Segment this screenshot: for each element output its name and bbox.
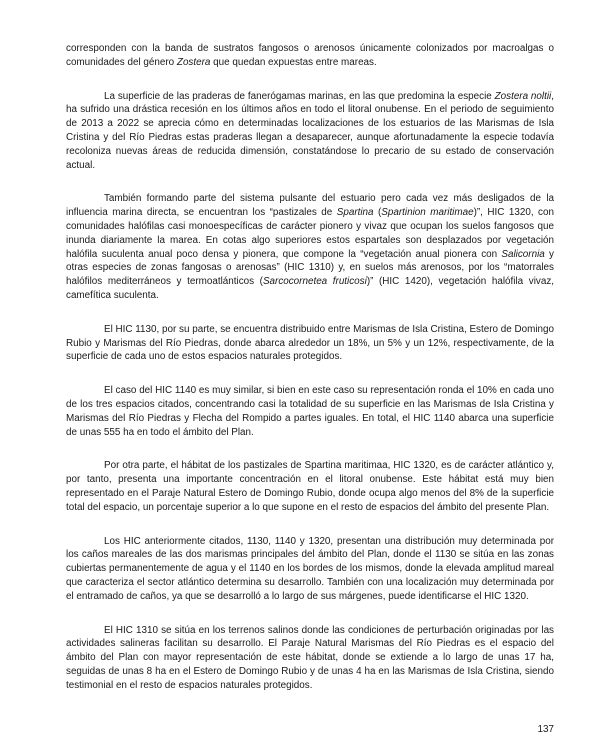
text-run: corresponden con la banda de sustratos fangosos o arenosos únicamente colonizados por macroalgas o comunidades del género xyxy=(66,43,554,68)
paragraph xyxy=(66,192,554,302)
paragraph xyxy=(66,535,554,604)
text-run: Por otra parte, el hábitat de los pastizales de Spartina maritimaa, HIC 1320, es de carácter atlántico y, por tanto, presenta una importante concentración en el litoral onubense. Este hábitat está muy bien representado en el Paraje Natural Estero de Domingo Rubio, donde ocupa algo menos del 8% de la superficie total del espacio, un porcentaje superior a lo que supone en el resto de espacios del ámbito del presente Plan. xyxy=(66,460,554,513)
text-run: El caso del HIC 1140 es muy similar, si bien en este caso su representación ronda el 10% en cada uno de los tres espacios citados, concentrando casi la totalidad de su superficie en las Marismas de Isla Cristina y Marismas del Río Piedras y Flecha del Rompido a partes iguales. En total, el HIC 1140 abarca una superficie de unas 555 ha en todo el ámbito del Plan. xyxy=(66,385,554,438)
paragraph xyxy=(66,459,554,514)
text-run: La superficie de las praderas de fanerógamas marinas, en las que predomina la especie xyxy=(104,90,495,102)
paragraph xyxy=(66,384,554,439)
italic-term: Salicornia xyxy=(501,248,545,260)
text-run: que quedan expuestas entre mareas. xyxy=(210,56,377,68)
italic-term: Sarcocornetea fruticosi xyxy=(262,276,367,288)
text-run: El HIC 1130, por su parte, se encuentra distribuido entre Marismas de Isla Cristina, Estero de Domingo Rubio y Marismas del Río Piedras, donde abarca alrededor un 18%, un 5% y un 12%, respectivamente, de la superficie de cada uno de estos espacios naturales protegidos. xyxy=(66,323,554,363)
italic-term: Zostera xyxy=(176,56,211,68)
text-run: También formando parte del sistema pulsante del estuario pero cada vez más desligados de la influencia marina directa, se encuentran los “pastizales de xyxy=(66,193,554,219)
body-text xyxy=(66,42,554,712)
paragraph xyxy=(66,624,554,693)
text-run: y otras especies de zonas fangosas o arenosas” (HIC 1310) y, en suelos más arenosos, por los “matorrales halófilos mediterráneos y termoatlánticos ( xyxy=(66,248,554,288)
text-run: Los HIC anteriormente citados, 1130, 1140 y 1320, presentan una distribución muy determinada por los caños mareales de las dos marismas principales del ámbito del Plan, donde el 1130 se sitúa en las zonas cubiertas permanentemente de agua y el 1140 en los bordes de los mismos, donde la elevada amplitud mareal que caracteriza el sector atlántico determina su desarrollo. También con una localización muy determinada por el entramado de caños, ya que se desarrolló a lo largo de sus márgenes, puede identificarse el HIC 1320. xyxy=(66,535,554,602)
paragraph xyxy=(66,90,554,173)
paragraph xyxy=(66,42,554,70)
italic-term: Spartinion maritimae xyxy=(381,207,474,219)
italic-term: Zostera noltii xyxy=(494,90,552,102)
text-run: ( xyxy=(373,207,382,219)
page-number: 137 xyxy=(537,724,554,735)
text-run: )”, HIC 1320, con comunidades halófilas casi monoespecíficas de carácter pionero y vivaz que ocupan los suelos fangosos que inunda diariamente la marea. En cotas algo superiores estos espartales son desplazados por vegetación halófila suculenta anual poco densa y pionera, que compone la “vegetación anual pionera con xyxy=(66,207,554,260)
paragraph xyxy=(66,323,554,364)
text-run: )” (HIC 1420), vegetación halófila vivaz, camefítica suculenta. xyxy=(66,276,554,301)
italic-term: Spartina xyxy=(336,207,374,219)
text-run: El HIC 1310 se sitúa en los terrenos salinos donde las condiciones de perturbación originadas por las actividades salineras facilitan su desarrollo. El Paraje Natural Marismas del Río Piedras es el espacio del ámbito del Plan con mayor representación de este hábitat, donde se extiende a lo largo de unas 17 ha, seguidas de unas 8 ha en el Estero de Domingo Rubio y de unas 4 ha en las Marismas de Isla Cristina, siendo testimonial en el resto de espacios naturales protegidos. xyxy=(66,624,554,691)
text-run: , ha sufrido una drástica recesión en los últimos años en todo el litoral onubense. En el periodo de seguimiento de 2013 a 2022 se aprecia cómo en determinadas localizaciones de los estuarios de las Marismas de Isla Cristina y del Río Piedras estas praderas llegan a desaparecer, aunque afortunadamente la especie todavía recoloniza nuevas áreas de reducida dimensión, constatándose lo precario de su estado de conservación actual. xyxy=(66,90,554,171)
